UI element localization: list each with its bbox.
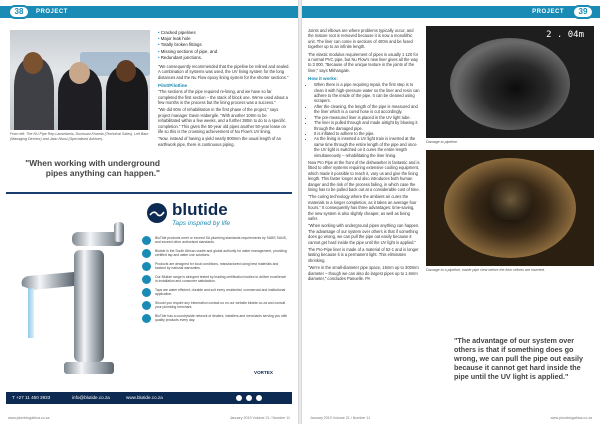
facebook-icon[interactable] — [236, 395, 242, 401]
blutide-logo-icon — [146, 202, 168, 224]
issues-list — [158, 30, 290, 61]
section-label: PROJECT — [532, 9, 564, 15]
list-item: • Totally broken fittings — [158, 42, 290, 48]
list-item: • It is inflated to adhere to the pipe. — [314, 131, 420, 136]
section-label: PROJECT — [36, 9, 68, 15]
checkmark-icon — [142, 314, 151, 323]
paragraph: "When working with underground pipes anything can happen. The advantage of our system over others is that if something does go wrong, we can pull the pipe out easily because it cannot get hard inside the pipe until the UV light is applied." — [308, 223, 420, 245]
pipe-camera-image-2 — [426, 150, 594, 266]
feature-text: BluTide has a countrywide network of dealers, installers and merchants serving you with quality products every day. — [155, 314, 288, 323]
feature-item — [142, 301, 288, 310]
person-2-head — [69, 62, 90, 84]
paragraph: "Now, instead of having a yield nearly 800mm the usual length of an earthwork pipe, there is continuous piping. — [158, 136, 281, 147]
pipe-interior — [450, 38, 570, 130]
footer-date: January 2019 Volume 21 / Number 11 — [310, 416, 371, 420]
right-body-column — [308, 28, 420, 281]
list-item: • Cracked pipelines — [158, 30, 290, 36]
list-item: • As the lining is inserted a UV light train is inserted at the same time through the entire length of the pipe and once the UV light is switched on it cures the entire length simultaneously – rehabilitating the liner lining. — [314, 136, 420, 158]
feature-text: Taps are water efficient, durable and suit every residential, commercial and institutional application. — [155, 288, 286, 297]
left-page-header — [0, 6, 298, 18]
footer-date: January 2019 Volume 21 / Number 11 — [229, 416, 290, 420]
paragraph: The Pro-Pipe liner is made of a material of 52-1 and is longer lasting because it is a permanent light. This eliminates shrinking. — [308, 247, 419, 263]
list-item: • When there is a pipe requiring repair, the first step is to clean it with high-pressure water so the liner and resin can adhere to the inside of the pipe. It can be cleaned using scrapers. — [314, 82, 420, 104]
right-page-header — [302, 6, 600, 18]
paragraph: "We consequently recommended that the pipeline be relined and sealed. A combination of systems was used, the UV lining system for the long distances and the Nu Flow epoxy lining system for the shorter sections." — [158, 64, 290, 80]
feature-item — [142, 236, 288, 245]
faucet-illustration — [14, 212, 134, 380]
list-item: • Missing sections of pipe, and — [158, 49, 290, 55]
team-photo — [10, 30, 150, 130]
feature-item — [142, 249, 288, 258]
feature-text: BluTide products meet or exceed SA plumbing standards requirements by SABS SANS, and exceed other authorised standards. — [155, 236, 287, 245]
paragraph: Joints and elbows are where problems typically occur, and the mature root is removed because it is now a monolithic unit. The liner can come in sections of 400m and be fused together up to an infinite length. — [308, 28, 414, 50]
checkmark-icon — [142, 249, 151, 258]
feature-text: Our Blutide range is stringent tested by leading certification bodies to deliver excellence in installation and consumer satisfaction. — [155, 275, 287, 284]
brand-tagline: Taps inspired by life — [172, 220, 231, 227]
feature-item — [142, 262, 288, 271]
paragraph: "We're in the small-diameter pipe space, 15mm up to 300mm diameter – though we can also do largest pipes up to 1.6mm diameter," concludes Panuelle. PA — [308, 265, 419, 282]
ad-contact-bar — [6, 392, 292, 404]
twitter-icon[interactable] — [246, 395, 252, 401]
right-page — [302, 0, 600, 424]
feature-text: Should you require any information contact us on our website blutide.co.za and consult your plumbing merchant. — [155, 301, 286, 310]
feature-item — [142, 275, 288, 284]
ad-email[interactable]: info@blutide.co.za — [72, 395, 110, 400]
paragraph: The elastic modulus requirement of pipes is usually 1 120 for a normal PVC pipe, but Nu Flow's new liner gives all the way to 3 000. "Because of the unique texture in the joints of the liner," says Mkhangale. — [308, 51, 419, 73]
checkmark-icon — [142, 236, 151, 245]
list-item: • The pre-measured liner is placed in the UV light tube. — [314, 115, 420, 120]
ad-website[interactable]: www.blutide.co.za — [126, 395, 163, 400]
pipe-camera-image-1 — [426, 26, 594, 138]
feature-list — [142, 236, 288, 327]
list-item: • Redundant junctions. — [158, 55, 290, 61]
subheading: Pilot/Pilotline — [158, 83, 188, 89]
person-1-head — [23, 52, 43, 74]
pull-quote: "When working with underground pipes anything can happen." — [25, 158, 160, 178]
page-number: 38 — [8, 5, 30, 19]
feature-text: Blutide is the South African cradle and global authority for water management, providing certified tap and water use solutions. — [155, 249, 287, 258]
photo-caption: From left: The NU Pipe Rep Lanselamis, Dumisani Khamla (Technical Sales), Leif Baur (Managing Director) and Jabu Nkosi (Specialised Adviser). — [10, 132, 149, 141]
footer-website: www.plumbingafrica.co.za — [550, 416, 592, 420]
blutide-advertisement — [6, 192, 292, 404]
list-item: • Major leak hole — [158, 36, 290, 42]
paragraph: Now Pro Pipe at the front of the dishwasher is fantastic and is fitted to other systems requiring extensive cooling equipment, which made it possible to reach it, vary us and give the lining length. This faster longer and also introduces both human danger and the risk of the process failing, in which case the lining has to be pulled back out at a considerable cost of time. — [308, 159, 420, 192]
left-body-column — [158, 64, 290, 147]
person-3-head — [116, 60, 136, 82]
camera-distance-readout: 2 . 04m — [546, 30, 584, 40]
footer-left: www.plumbingafrica.co.za — [8, 416, 50, 420]
checkmark-icon — [142, 288, 151, 297]
checkmark-icon — [142, 301, 151, 310]
subheading: How it works: — [308, 76, 338, 82]
steps-list — [308, 82, 420, 158]
list-item: • The liner is pulled through and made airtight by blowing it through the damaged pipe. — [314, 120, 420, 131]
page-number: 39 — [572, 5, 594, 19]
list-item: • After the cleaning, the length of the pipe is measured and the liner which is a cured hose is cut accordingly. — [314, 104, 420, 115]
pull-quote: "The advantage of our system over others is that if something does go wrong, we can pull the pipe out easily because it cannot get hard inside the pipe until the UV light is applied." — [454, 336, 583, 381]
feature-item — [142, 314, 288, 323]
feature-item — [142, 288, 288, 297]
partner-logo: VORTEX — [254, 370, 273, 375]
image-caption: Damage to a pipeline, inside pipe view before the liner relines are inserted. — [426, 268, 545, 272]
ad-phone[interactable]: T +27 11 450 3933 — [12, 395, 51, 400]
image-caption: Damage to pipeline. — [426, 140, 458, 144]
paragraph: "The sections of the pipe required re-lining, and we have so far completed the first section – the stack of block one. We've used about a few months in the process but the lining process was a success." — [158, 89, 288, 106]
instagram-icon[interactable] — [256, 395, 262, 401]
checkmark-icon — [142, 275, 151, 284]
left-page — [0, 0, 298, 424]
checkmark-icon — [142, 262, 151, 271]
debris — [486, 180, 536, 220]
feature-text: Products are designed for local conditions, manufactured using best materials and backed by national warranties. — [155, 262, 279, 271]
paragraph: "The curing technology where the ambient air cures the materials to a longer completion, as it takes an average four hours." It consequently has three advantages: time-saving, the new system is also slightly cheaper, as well as being safer. — [308, 194, 417, 221]
brand-name: blutide — [172, 200, 228, 219]
paragraph: "We did 60m of rehabilitation in the first phase of the project," says project manager Gavin Habergile. "With another 100m to be rehabilitated within a few weeks, and a further 380m to do to a specific completion." This gives the 50-year old pipes another 50-year lease on life so this is the crowning achievement of Nu Flow's UV lining. — [158, 107, 286, 135]
